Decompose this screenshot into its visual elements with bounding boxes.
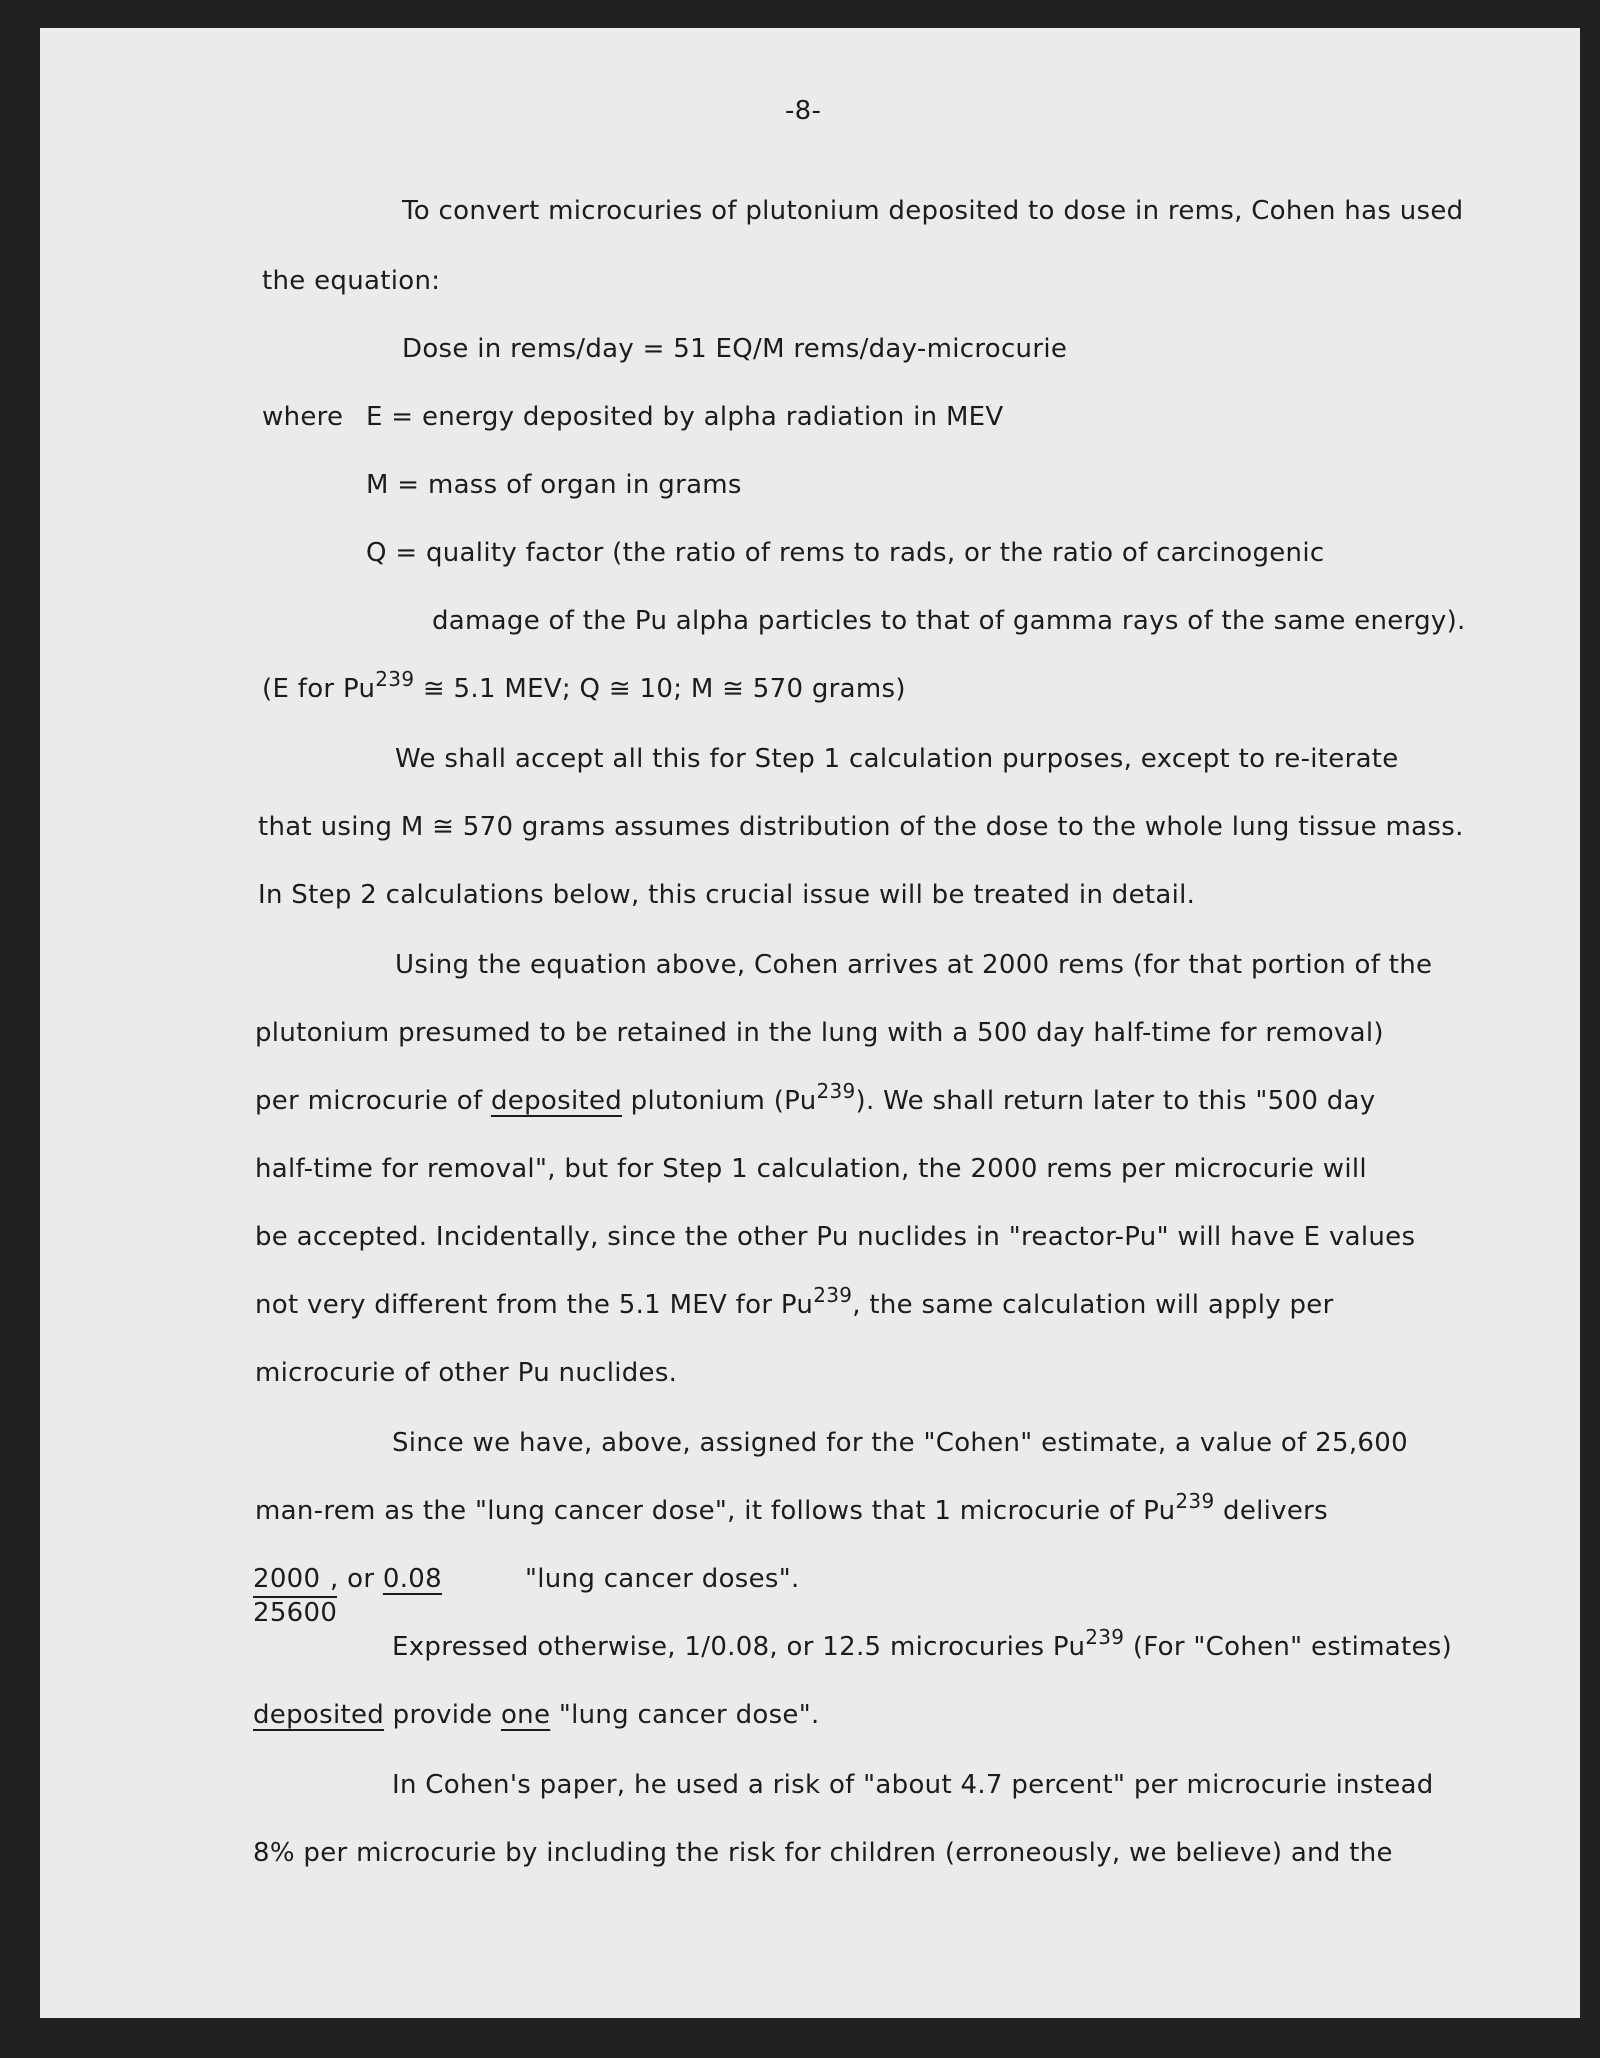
text-fragment: per microcurie of (255, 1086, 491, 1116)
values-line-text: ≅ 5.1 MEV; Q ≅ 10; M ≅ 570 grams) (414, 674, 906, 704)
text-fragment: plutonium (Pu (622, 1086, 817, 1116)
fraction-numerator: 2000 (253, 1564, 337, 1598)
text-line (255, 1283, 1334, 1322)
superscript: 239 (1175, 1489, 1215, 1513)
text-fragment: , or (330, 1564, 383, 1594)
equation: Dose in rems/day = 51 EQ/M rems/day-microcurie (402, 334, 1068, 364)
text-fragment: delivers (1214, 1496, 1328, 1526)
text-line: the equation: (262, 266, 441, 296)
underlined-value: 0.08 (382, 1564, 442, 1594)
fraction-denominator: 25600 (253, 1598, 338, 1628)
document-page (40, 28, 1580, 2018)
underlined-word: deposited (491, 1086, 623, 1116)
text-line: be accepted. Incidentally, since the other Pu nuclides in "reactor-Pu" will have E values (255, 1222, 1416, 1252)
text-fragment: man-rem as the "lung cancer dose", it follows that 1 microcurie of Pu (255, 1496, 1176, 1526)
fraction (253, 1564, 337, 1628)
text-line: microcurie of other Pu nuclides. (255, 1358, 678, 1388)
text-fragment: , the same calculation will apply per (852, 1290, 1334, 1320)
text-line: half-time for removal", but for Step 1 calculation, the 2000 rems per microcurie will (255, 1154, 1367, 1184)
page-number: -8- (785, 96, 822, 126)
definition-m: M = mass of organ in grams (366, 470, 742, 500)
values-line-text: (E for Pu (262, 674, 376, 704)
text-line (253, 1698, 820, 1732)
text-line: that using M ≅ 570 grams assumes distribution of the dose to the whole lung tissue mass. (258, 812, 1464, 842)
text-line (255, 1489, 1328, 1528)
text-line: Since we have, above, assigned for the "Cohen" estimate, a value of 25,600 (392, 1428, 1408, 1458)
definition-q: Q = quality factor (the ratio of rems to rads, or the ratio of carcinogenic (366, 538, 1325, 568)
superscript: 239 (1085, 1625, 1125, 1649)
underlined-word: deposited (253, 1700, 385, 1730)
values-line (262, 667, 906, 706)
superscript: 239 (375, 667, 415, 691)
text-line (330, 1562, 442, 1596)
text-fragment: "lung cancer dose". (550, 1700, 820, 1730)
text-fragment: Expressed otherwise, 1/0.08, or 12.5 microcuries Pu (392, 1632, 1086, 1662)
text-line (392, 1625, 1453, 1664)
text-line: To convert microcuries of plutonium deposited to dose in rems, Cohen has used (402, 196, 1464, 226)
text-fragment: (For "Cohen" estimates) (1124, 1632, 1453, 1662)
text-line: 8% per microcurie by including the risk for children (erroneously, we believe) and the (253, 1838, 1393, 1868)
text-line: In Step 2 calculations below, this crucial issue will be treated in detail. (258, 880, 1196, 910)
text-line: Using the equation above, Cohen arrives at 2000 rems (for that portion of the (395, 950, 1433, 980)
superscript: 239 (816, 1079, 856, 1103)
text-fragment: not very different from the 5.1 MEV for Pu (255, 1290, 814, 1320)
text-line: We shall accept all this for Step 1 calculation purposes, except to re-iterate (395, 744, 1399, 774)
text-line: In Cohen's paper, he used a risk of "about 4.7 percent" per microcurie instead (392, 1770, 1434, 1800)
where-label: where (262, 402, 344, 432)
text-line: "lung cancer doses". (525, 1564, 800, 1594)
text-fragment: ). We shall return later to this "500 day (855, 1086, 1376, 1116)
text-line: plutonium presumed to be retained in the lung with a 500 day half-time for removal) (255, 1018, 1384, 1048)
text-line (255, 1079, 1376, 1118)
definition-e: E = energy deposited by alpha radiation in MEV (366, 402, 1004, 432)
superscript: 239 (813, 1283, 853, 1307)
underlined-word: one (500, 1700, 551, 1730)
definition-q-continued: damage of the Pu alpha particles to that of gamma rays of the same energy). (432, 606, 1466, 636)
text-fragment: provide (384, 1700, 501, 1730)
